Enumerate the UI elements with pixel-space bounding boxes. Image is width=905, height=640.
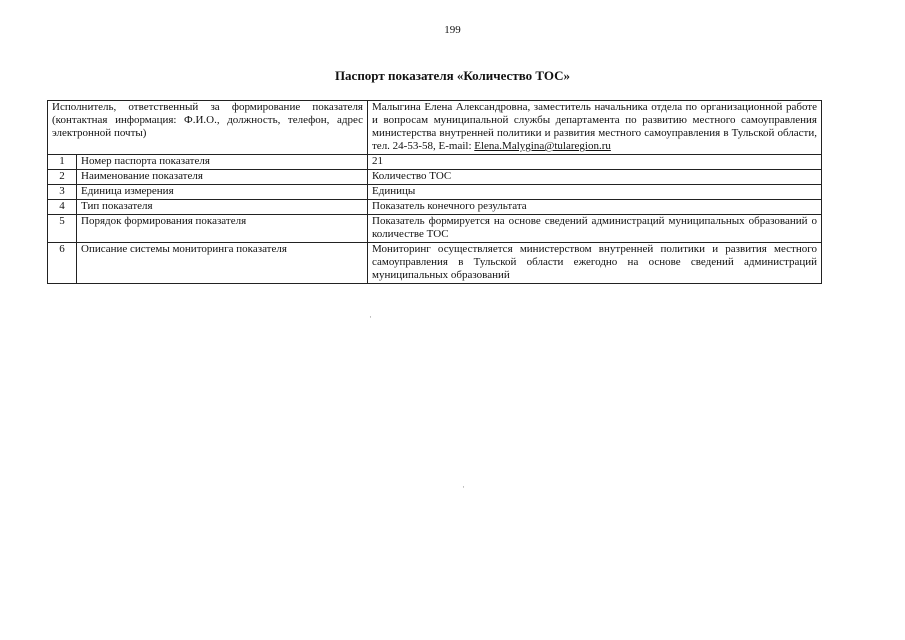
table-row <box>48 215 822 243</box>
row-label: Описание системы мониторинга показателя <box>77 243 368 284</box>
row-number: 5 <box>48 215 77 243</box>
row-value: Мониторинг осуществляется министерством внутренней политики и развития местного самоуправления в Тульской области ежегодно на основе сведений администраций муниципальных образований <box>368 243 822 284</box>
page-number: 199 <box>444 24 461 36</box>
row-number: 6 <box>48 243 77 284</box>
row-label: Единица измерения <box>77 185 368 200</box>
row-number: 1 <box>48 155 77 170</box>
row-value: Показатель формируется на основе сведений администраций муниципальных образований о количестве ТОС <box>368 215 822 243</box>
table-row <box>48 155 822 170</box>
scan-speck: · <box>462 482 465 492</box>
page-title: Паспорт показателя «Количество ТОС» <box>334 68 571 83</box>
row-label: Тип показателя <box>77 200 368 215</box>
email-prefix: E-mail: <box>438 140 475 152</box>
email-link[interactable]: Elena.Malygina@tularegion.ru <box>474 140 611 152</box>
row-label: Номер паспорта показателя <box>77 155 368 170</box>
row-value: 21 <box>368 155 822 170</box>
executor-label: Исполнитель, ответственный за формирование показателя (контактная информация: Ф.И.О., должность, телефон, адрес электронной почты) <box>48 101 368 155</box>
executor-value <box>368 101 822 155</box>
scan-speck: · <box>369 312 372 322</box>
row-number: 2 <box>48 170 77 185</box>
row-label: Наименование показателя <box>77 170 368 185</box>
passport-table <box>47 100 822 284</box>
table-row <box>48 243 822 284</box>
row-number: 3 <box>48 185 77 200</box>
row-number: 4 <box>48 200 77 215</box>
row-value: Единицы <box>368 185 822 200</box>
table-row <box>48 185 822 200</box>
row-value: Показатель конечного результата <box>368 200 822 215</box>
row-value: Количество ТОС <box>368 170 822 185</box>
table-row-header <box>48 101 822 155</box>
table-row <box>48 200 822 215</box>
table-row <box>48 170 822 185</box>
row-label: Порядок формирования показателя <box>77 215 368 243</box>
executor-info: Малыгина Елена Александровна, заместитель начальника отдела по организационной работе и вопросам муниципальной службы департамента по развитию местного самоуправления министерства внутренней политики и развития местного самоуправления в Тульской области, тел. 24-53-58, <box>372 101 817 152</box>
